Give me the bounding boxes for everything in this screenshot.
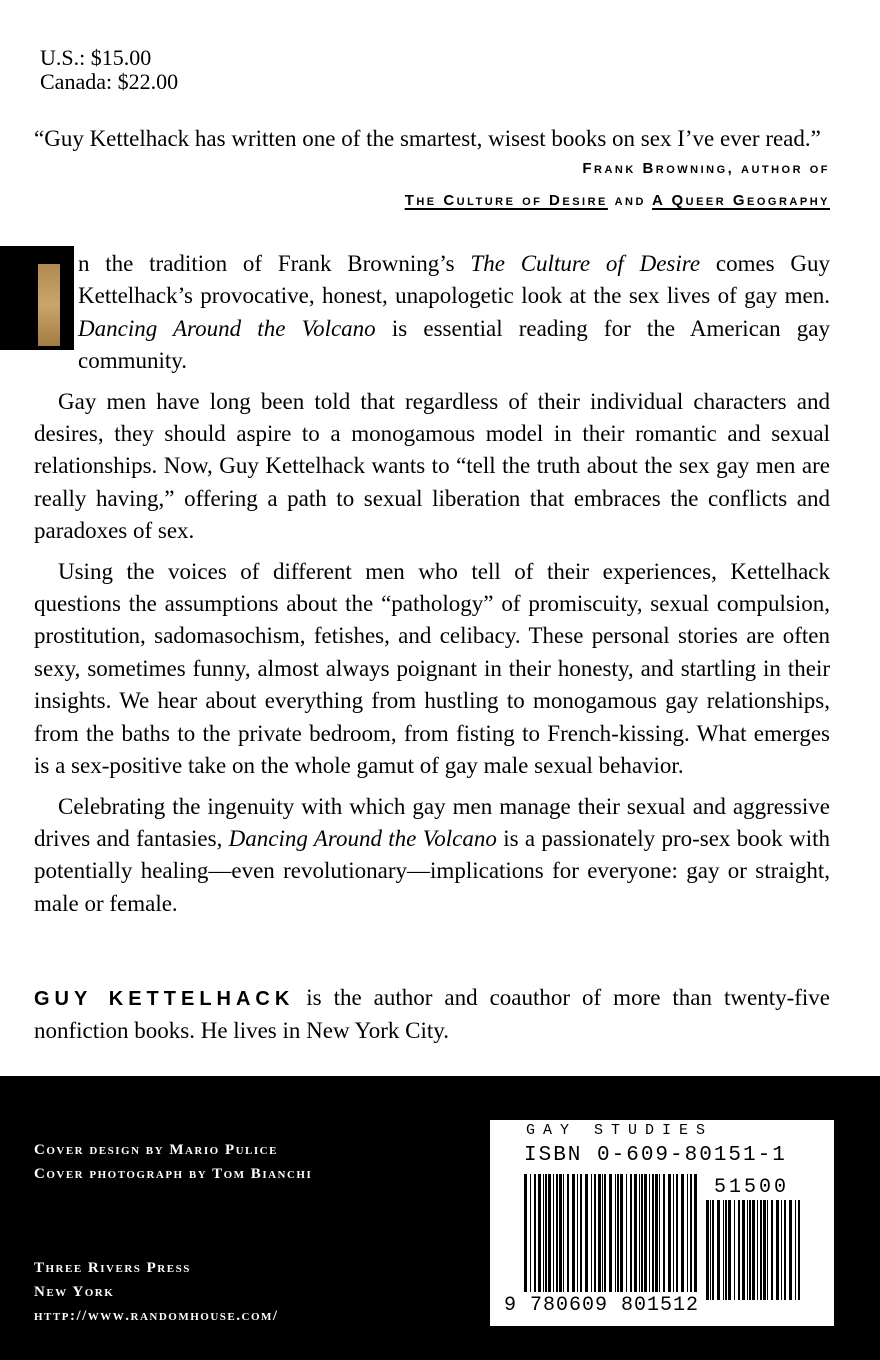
barcode-bar (676, 1174, 678, 1292)
barcode-bar (652, 1174, 654, 1292)
p4-title: Dancing Around the Volcano (228, 825, 497, 851)
barcode-bar (776, 1200, 779, 1300)
barcode-bar (572, 1174, 575, 1292)
paragraph-4 (34, 791, 830, 921)
barcode-bar (717, 1200, 720, 1300)
price-block (40, 46, 178, 94)
barcode-bar (747, 1200, 748, 1300)
blurb-attribution: Frank Browning, author of (582, 160, 830, 177)
barcode-bar (760, 1200, 762, 1300)
barcode-price-code: 51500 (714, 1176, 790, 1199)
blurb-book-titles (405, 192, 830, 209)
barcode-bar (580, 1174, 582, 1292)
barcode-bar (524, 1174, 527, 1292)
barcode-bar (644, 1174, 647, 1292)
publisher-url: http://www.randomhouse.com/ (34, 1308, 279, 1324)
barcode-main-bars (524, 1174, 697, 1292)
barcode-bar (604, 1174, 606, 1292)
book-title-culture-of-desire: The Culture of Desire (404, 192, 608, 209)
barcode-bar (681, 1174, 684, 1292)
barcode-bar (598, 1174, 601, 1292)
description (34, 248, 830, 928)
barcode-box (490, 1120, 834, 1326)
barcode-bar (615, 1174, 616, 1292)
barcode-bar (795, 1200, 796, 1300)
barcode-bar (609, 1174, 612, 1292)
barcode-bar (639, 1174, 640, 1292)
p4-end: is a passionately pro-sex book with potentially healing—even revolutionary—implications for everyone: gay or straight, male or female. (34, 825, 831, 916)
price-us: U.S.: $15.00 (40, 45, 152, 70)
barcode-category: GAY STUDIES (526, 1122, 714, 1139)
barcode-bar (789, 1200, 792, 1300)
author-bio (34, 982, 830, 1048)
barcode-bar (781, 1200, 782, 1300)
barcode-bar (534, 1174, 536, 1292)
barcode-bar (749, 1200, 751, 1300)
barcode-bar (659, 1174, 660, 1292)
barcode-bar (585, 1174, 588, 1292)
barcode-bar (763, 1200, 766, 1300)
book-title-queer-geography: A Queer Geography (652, 192, 830, 209)
barcode-bar (673, 1174, 674, 1292)
barcode-bar (742, 1200, 745, 1300)
barcode-bar (563, 1174, 564, 1292)
barcode-bar (649, 1174, 650, 1292)
barcode-bar (734, 1200, 735, 1300)
barcode-bar (690, 1174, 692, 1292)
barcode-bar (706, 1200, 709, 1300)
barcode-bar (630, 1174, 632, 1292)
author-name: GUY KETTELHACK (34, 988, 295, 1010)
barcode-bar (725, 1200, 727, 1300)
barcode-bar (556, 1174, 558, 1292)
barcode-bar (641, 1174, 643, 1292)
barcode-bar (594, 1174, 596, 1292)
cover-design-credit: Cover design by Mario Pulice (34, 1142, 278, 1158)
publisher-city: New York (34, 1284, 115, 1300)
barcode-bar (723, 1200, 724, 1300)
p1-title-2: Dancing Around the Volcano (78, 315, 376, 341)
barcode-bar (738, 1200, 740, 1300)
cover-photo-credit: Cover photograph by Tom Bianchi (34, 1166, 313, 1182)
barcode-addon-bars (706, 1200, 800, 1300)
barcode-bar (543, 1174, 544, 1292)
footer-panel (0, 1076, 880, 1360)
price-canada: Canada: $22.00 (40, 69, 179, 94)
barcode-bar (798, 1200, 800, 1300)
p1-mid: comes Guy Kettelhack’s provocative, honest, unapologetic look at the sex lives of gay men. (78, 251, 831, 309)
barcode-bar (710, 1200, 711, 1300)
barcode-bar (577, 1174, 578, 1292)
barcode-bar (784, 1200, 786, 1300)
barcode-bar (553, 1174, 554, 1292)
p4-start: Celebrating the ingenuity with which gay men manage their sexual and aggressive drives and fantasies, (34, 793, 830, 851)
barcode-bar (757, 1200, 758, 1300)
p1-start: n the tradition of Frank Browning’s (78, 251, 455, 276)
barcode-bar (548, 1174, 551, 1292)
paragraph-2: Gay men have long been told that regardless of their individual characters and desires, they should aspire to a monogamous model in their romantic and sexual relationships. Now, Guy Kettelhack wants to “tell the truth about the sex gay men are really having,” offering a path to sexual liberation that embraces the conflicts and paradoxes of sex. (34, 388, 830, 544)
author-bio-text: is the author and coauthor of more than twenty-five nonfiction books. He lives in New York City. (34, 985, 831, 1044)
paragraph-1 (34, 248, 830, 378)
p1-end: is essential reading for the American gay community. (78, 315, 830, 374)
barcode-bar (767, 1200, 768, 1300)
barcode-bar (530, 1174, 531, 1292)
barcode-bar (694, 1174, 697, 1292)
barcode-bar (626, 1174, 627, 1292)
barcode-bar (602, 1174, 603, 1292)
barcode-bar (567, 1174, 569, 1292)
barcode-bar (728, 1200, 731, 1300)
barcode-ean: 9 780609 801512 (504, 1294, 700, 1317)
barcode-bar (559, 1174, 562, 1292)
barcode-bar (771, 1200, 773, 1300)
barcode-bar (687, 1174, 688, 1292)
barcode-bar (538, 1174, 541, 1292)
barcode-bar (620, 1174, 623, 1292)
barcode-bar (617, 1174, 619, 1292)
paragraph-3: Using the voices of different men who tell of their experiences, Kettelhack questions the assumptions about the “pathology” of promiscuity, sexual compulsion, prostitution, sadomasochism, fetishes, and celibacy. These personal stories are often sexy, sometimes funny, almost always poignant in their honesty, and startling in their insights. We hear about everything from hustling to monogamous gay relationships, from the baths to the private bedroom, from fisting to French-kissing. What emerges is a sex-positive take on the whole gamut of gay male sexual behavior. (34, 558, 830, 779)
barcode-bar (655, 1174, 658, 1292)
blurb-quote: “Guy Kettelhack has written one of the smartest, wisest books on sex I’ve ever read.” (34, 126, 821, 151)
barcode-bar (752, 1200, 755, 1300)
barcode-bar (591, 1174, 592, 1292)
p1-title-1: The Culture of Desire (470, 251, 701, 276)
publisher-name: Three Rivers Press (34, 1260, 191, 1276)
barcode-bar (712, 1200, 714, 1300)
and-word: and (614, 192, 646, 209)
barcode-bar (663, 1174, 665, 1292)
barcode-bar (668, 1174, 671, 1292)
barcode-isbn: ISBN 0-609-80151-1 (524, 1144, 787, 1167)
barcode-bar (634, 1174, 637, 1292)
barcode-bar (545, 1174, 547, 1292)
